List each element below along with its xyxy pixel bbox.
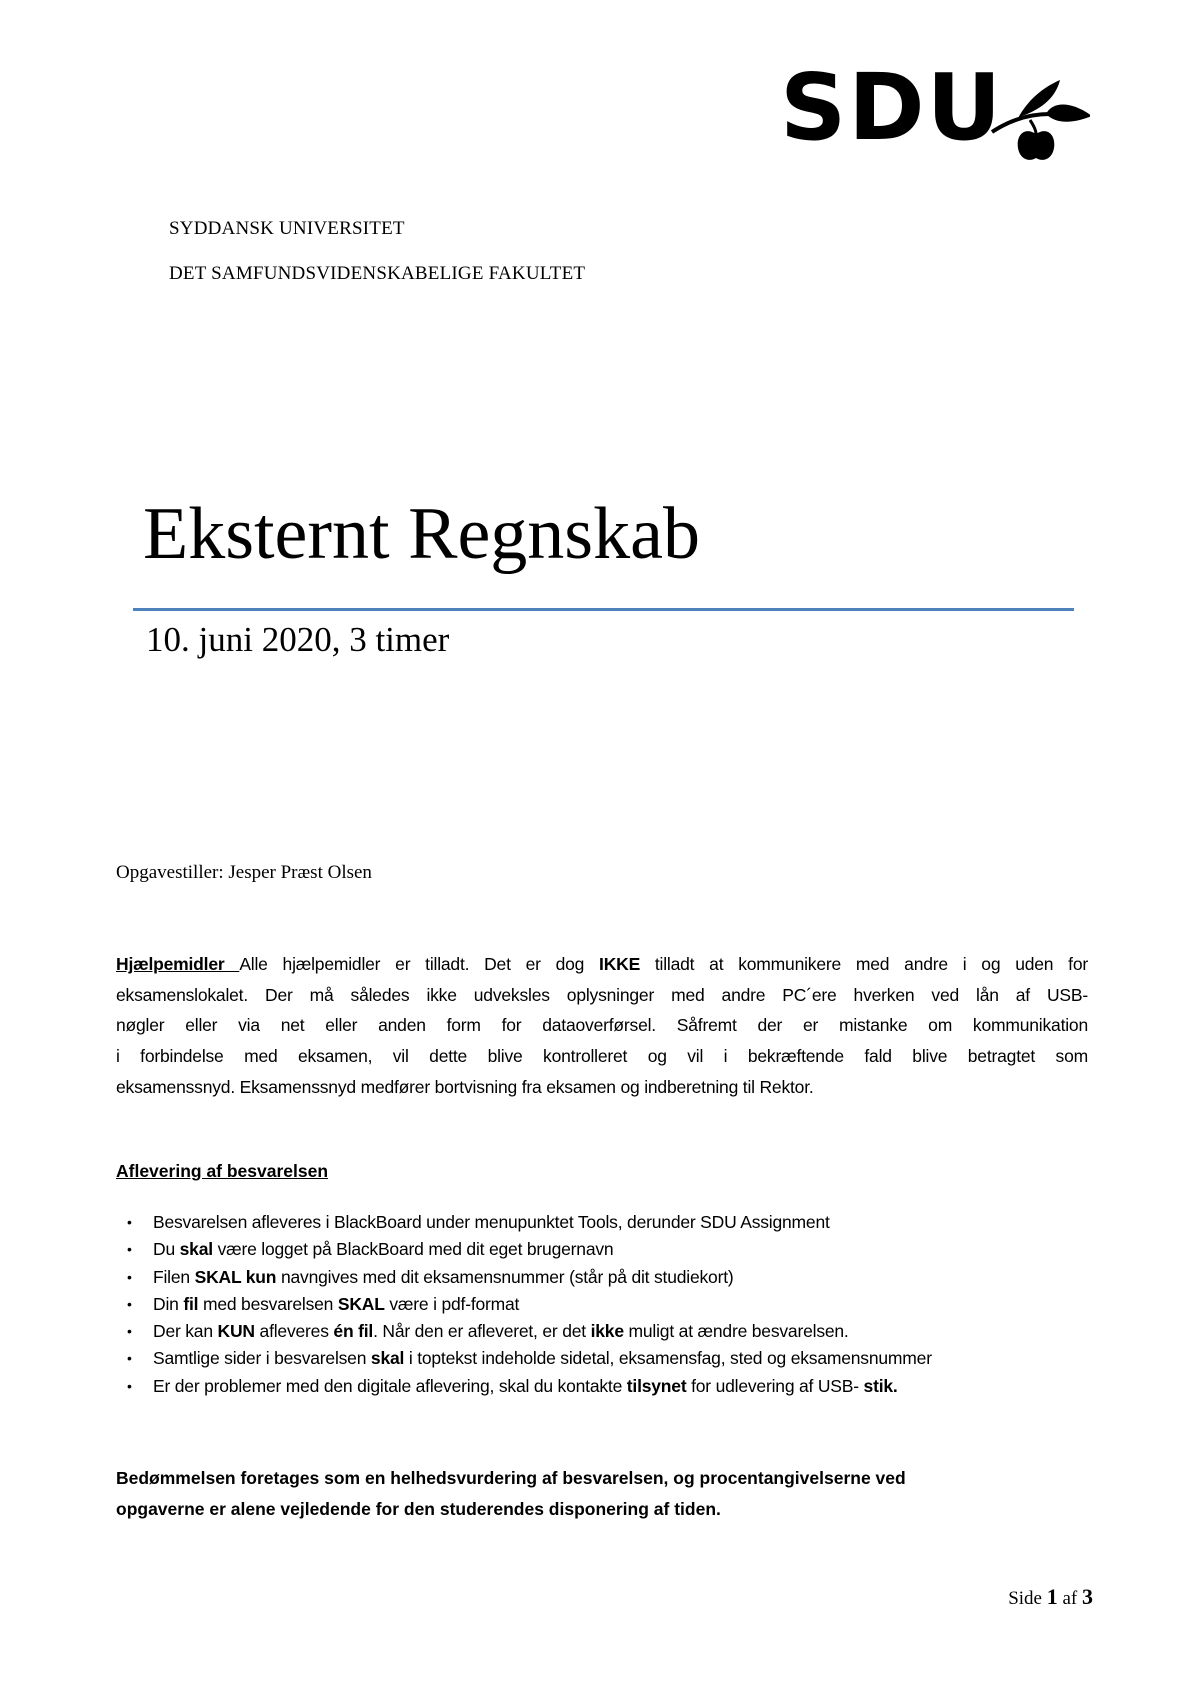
list-item [153,1267,734,1288]
bold-text: ikke [590,1321,624,1341]
text-segment: navngives med dit eksamensnummer (står på dit studiekort) [276,1267,734,1287]
university-name: SYDDANSK UNIVERSITET [169,218,405,239]
text-segment: med besvarelsen [198,1294,338,1314]
list-item [153,1239,613,1260]
footer-af: af [1062,1588,1078,1609]
text-segment: eksamenslokalet. Der må således ikke udveksles oplysninger med andre PC´ere hverken ved lån af USB- [116,985,1088,1005]
bullet-icon: • [127,1214,132,1230]
assessment-line: Bedømmelsen foretages som en helhedsvurdering af besvarelsen, og procentangivelserne ved [116,1468,906,1488]
text-segment: afleveres [254,1321,334,1341]
text-segment: Filen [153,1267,195,1287]
document-title: Eksternt Regnskab [143,493,700,575]
assessment-line: opgaverne er alene vejledende for den studerendes disponering af tiden. [116,1499,721,1519]
text-segment: Din [153,1294,184,1314]
bold-text: én fil [333,1321,374,1341]
text-segment: Samtlige sider i besvarelsen [153,1348,371,1368]
text-segment: nøgler eller via net eller anden form for dataoverførsel. Såfremt der er mistanke om kommunikation [116,1015,1088,1035]
sdu-logo [780,54,1100,166]
text-segment: Alle hjælpemidler er tilladt. Det er dog [239,954,600,974]
footer-side: Side [1008,1588,1042,1609]
list-item [153,1294,519,1315]
text-segment: Er der problemer med den digitale aflevering, skal du kontakte [153,1376,627,1396]
bold-text: KUN [217,1321,255,1341]
aids-line [116,1076,1088,1098]
bold-text: skal [179,1239,213,1259]
bold-text: stik. [863,1376,898,1396]
inline-heading: Hjælpemidler [116,954,240,974]
text-segment: Der kan [153,1321,218,1341]
apple-branch-icon [990,70,1090,160]
submission-heading: Aflevering af besvarelsen [116,1161,329,1181]
text-segment: være logget på BlackBoard med dit eget brugernavn [212,1239,614,1259]
bullet-icon: • [127,1296,132,1312]
bullet-icon: • [127,1241,132,1257]
text-segment: Du [153,1239,180,1259]
list-item [153,1212,830,1233]
bold-text: IKKE [599,954,641,974]
exam-date: 10. juni 2020, 3 timer [146,620,450,659]
exam-author: Opgavestiller: Jesper Præst Olsen [116,862,372,883]
bold-text: fil [183,1294,199,1314]
bullet-icon: • [127,1269,132,1285]
bullet-icon: • [127,1378,132,1394]
list-item [153,1321,849,1342]
bold-text: SKAL [337,1294,385,1314]
aids-line [116,1014,1088,1036]
text-segment: i forbindelse med eksamen, vil dette blive kontrolleret og vil i bekræftende fald blive betragtet som [116,1046,1088,1066]
page-number [990,1584,1093,1610]
text-segment: tilladt at kommunikere med andre i og uden for [640,954,1089,974]
text-segment: i toptekst indeholde sidetal, eksamensfag, sted og eksamensnummer [404,1348,932,1368]
aids-line [116,984,1088,1006]
aids-line [116,1045,1088,1067]
footer-page: 1 [1046,1584,1058,1609]
bold-text: skal [370,1348,405,1368]
title-divider [133,608,1074,611]
text-segment: muligt at ændre besvarelsen. [623,1321,849,1341]
logo-text: SDU [780,54,1004,161]
text-segment: . Når den er afleveret, er det [373,1321,591,1341]
text-segment: eksamenssnyd. Eksamenssnyd medfører bortvisning fra eksamen og indberetning til Rektor. [116,1077,814,1097]
aids-line [116,953,1088,975]
text-segment: Besvarelsen afleveres i BlackBoard under menupunktet Tools, derunder SDU Assignment [153,1212,830,1232]
list-item [153,1348,932,1369]
bold-text: SKAL kun [194,1267,277,1287]
footer-total: 3 [1082,1584,1093,1609]
bold-text: tilsynet [626,1376,687,1396]
faculty-name: DET SAMFUNDSVIDENSKABELIGE FAKULTET [169,263,586,284]
list-item [153,1376,898,1397]
bullet-icon: • [127,1350,132,1366]
bullet-icon: • [127,1323,132,1339]
text-segment: for udlevering af USB- [686,1376,864,1396]
text-segment: være i pdf-format [384,1294,520,1314]
